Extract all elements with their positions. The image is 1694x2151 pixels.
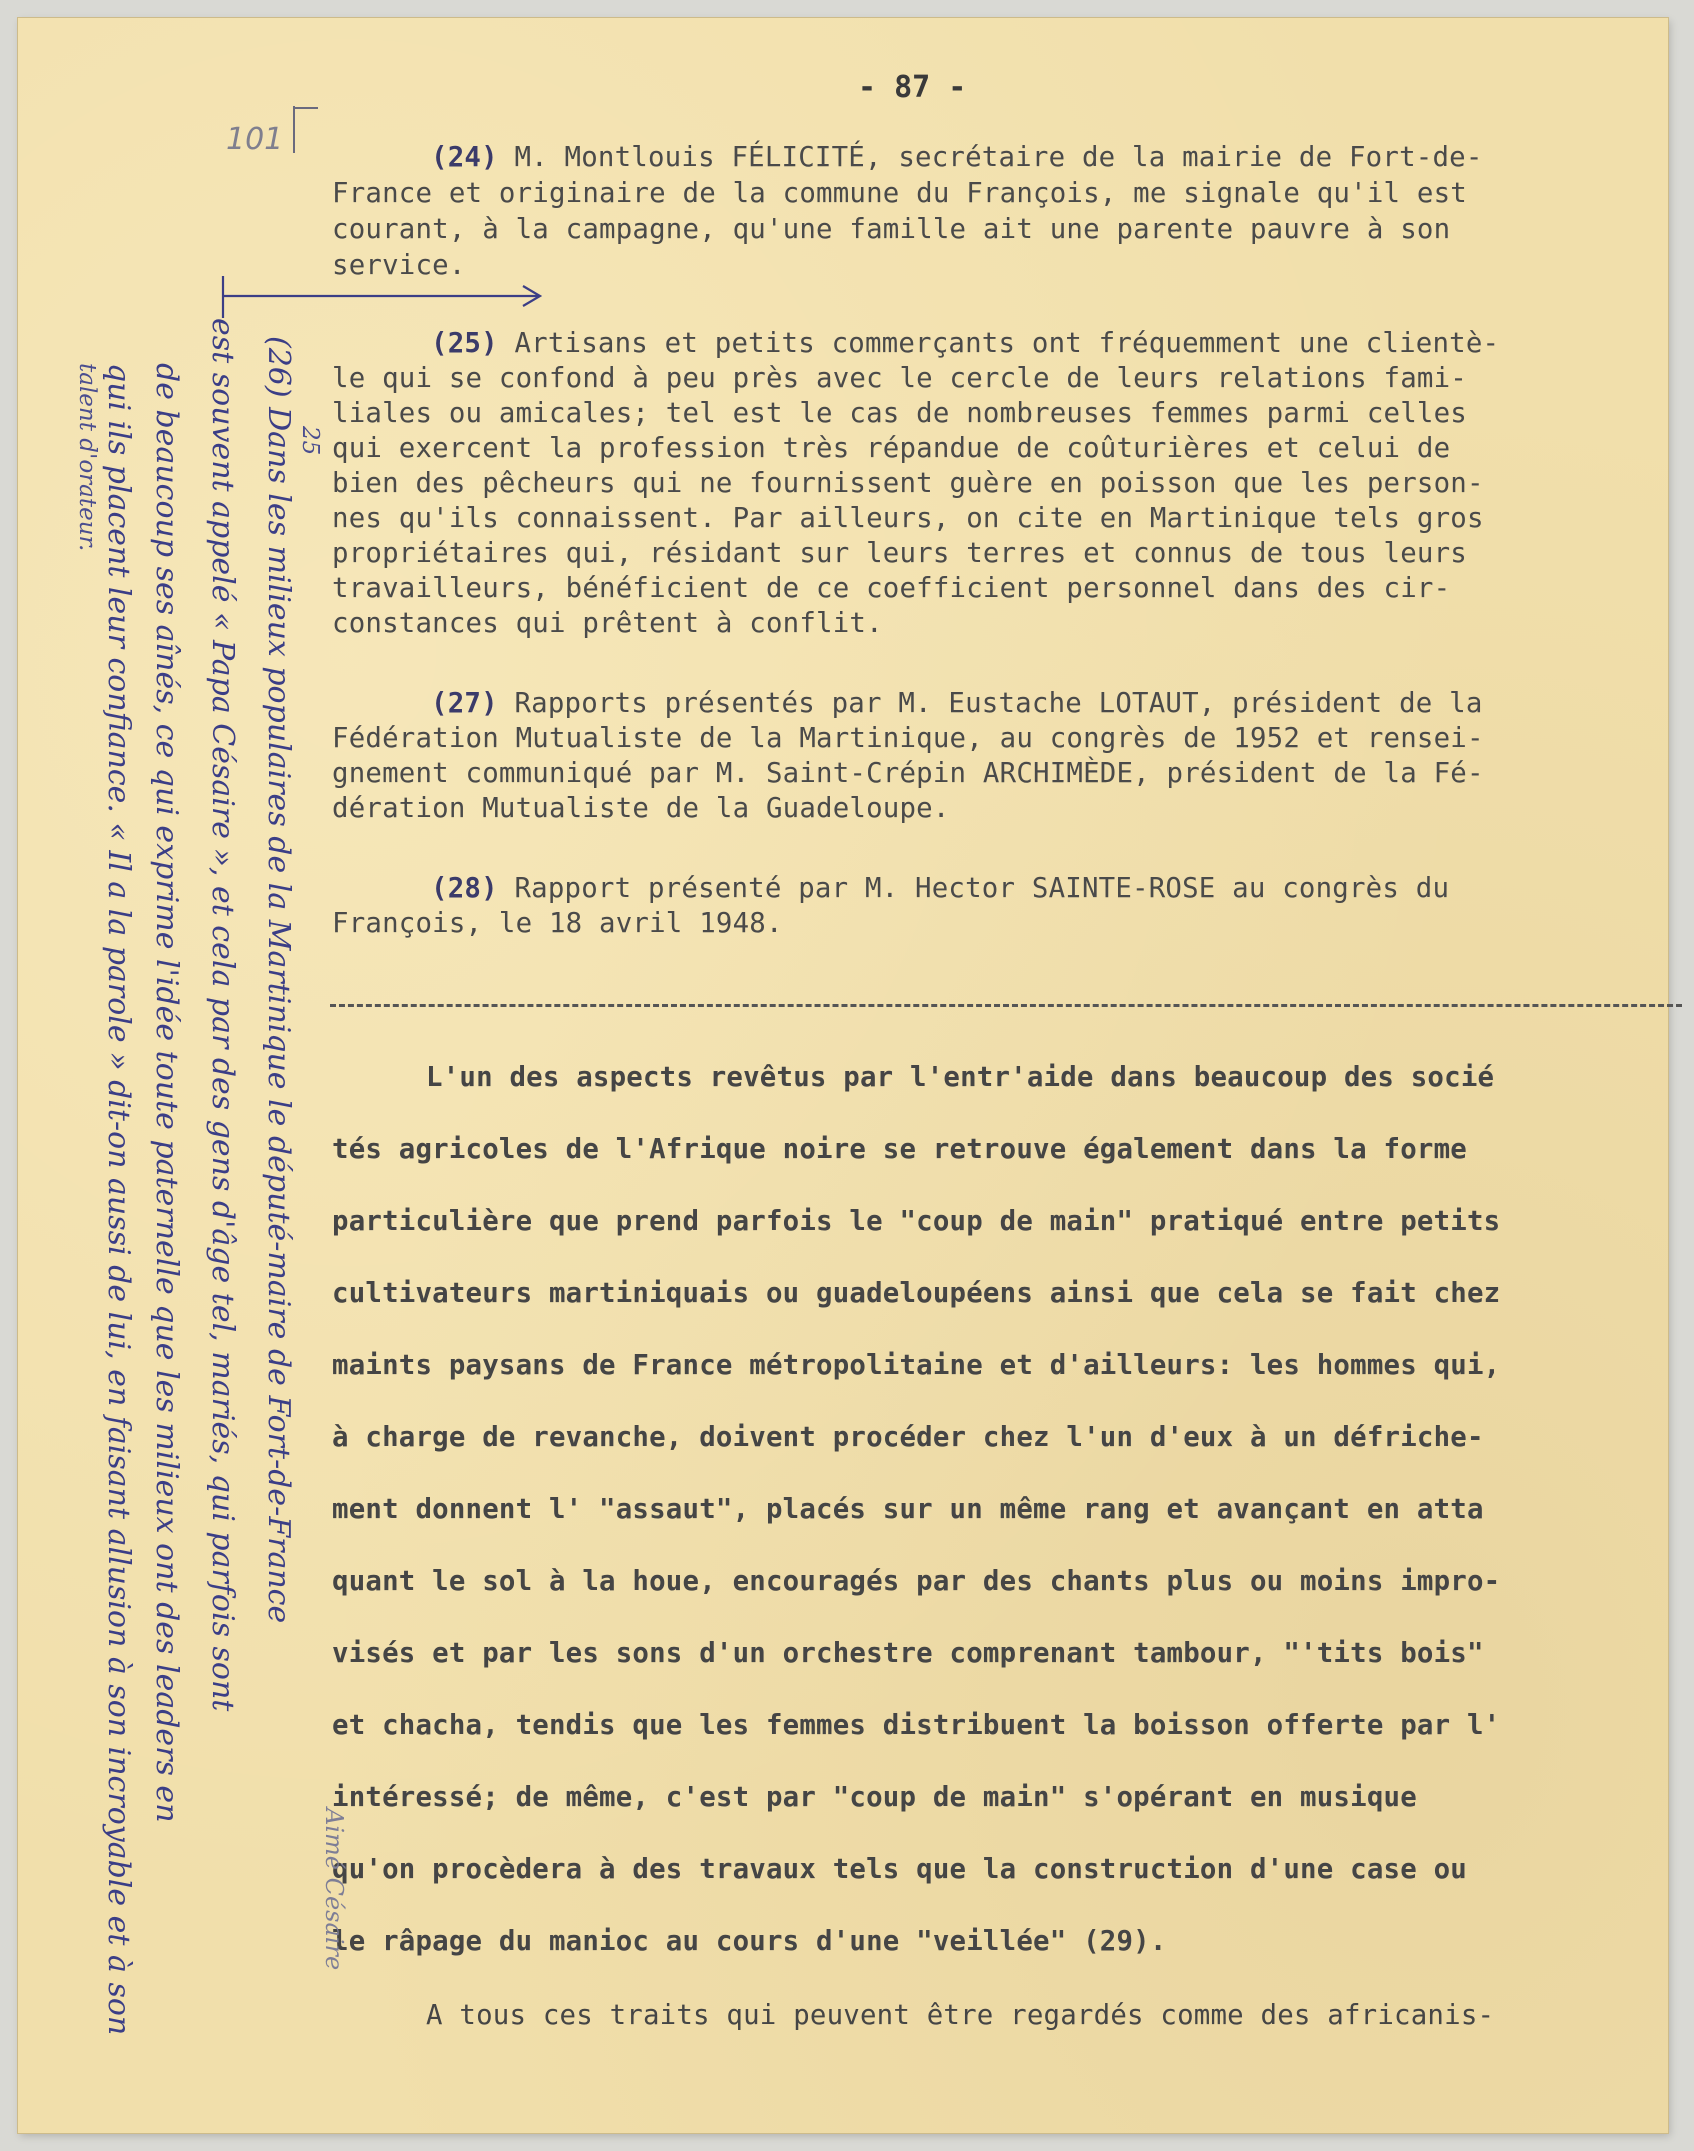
body-line: maints paysans de France métropolitaine et d'ailleurs: les hommes qui, bbox=[332, 1350, 1501, 1381]
footnote-line: travailleurs, bénéficient de ce coefficient personnel dans des cir- bbox=[332, 573, 1451, 604]
footnote-line: Fédération Mutualiste de la Martinique, au congrès de 1952 et rensei- bbox=[332, 723, 1484, 754]
footnote-line: courant, à la campagne, qu'une famille ait une parente pauvre à son bbox=[332, 214, 1451, 245]
margin-page-number: 101 bbox=[226, 122, 284, 157]
footnote-line: service. bbox=[332, 250, 466, 281]
body-line: visés et par les sons d'un orchestre comprenant tambour, "'tits bois" bbox=[332, 1638, 1484, 1669]
footnote-line: France et originaire de la commune du François, me signale qu'il est bbox=[332, 178, 1467, 209]
footnote-line: bien des pêcheurs qui ne fournissent guère en poisson que les person- bbox=[332, 468, 1484, 499]
margin-bracket bbox=[294, 106, 318, 153]
footnote-line: Rapport présenté par M. Hector SAINTE-ROSE au congrès du bbox=[514, 873, 1450, 904]
body-line: qu'on procèdera à des travaux tels que la construction d'une case ou bbox=[332, 1854, 1467, 1885]
footnote-line: M. Montlouis FÉLICITÉ, secrétaire de la mairie de Fort-de- bbox=[514, 142, 1483, 173]
body-line: tés agricoles de l'Afrique noire se retrouve également dans la forme bbox=[332, 1134, 1467, 1165]
body-line: particulière que prend parfois le "coup de main" pratiqué entre petits bbox=[332, 1206, 1501, 1237]
footnote-line: dération Mutualiste de la Guadeloupe. bbox=[332, 793, 950, 824]
body-line-last: A tous ces traits qui peuvent être regardés comme des africanis- bbox=[426, 2000, 1495, 2031]
footnote-number: (28) bbox=[431, 873, 498, 904]
footnote-line: constances qui prêtent à conflit. bbox=[332, 608, 883, 639]
footnote-line: propriétaires qui, résidant sur leurs terres et connus de tous leurs bbox=[332, 538, 1467, 569]
handwritten-insert-number: 25 bbox=[297, 426, 323, 456]
document-page bbox=[18, 18, 1668, 2133]
body-line: ment donnent l' "assaut", placés sur un même rang et avançant en atta bbox=[332, 1494, 1484, 1525]
page-number: - 87 - bbox=[858, 70, 967, 105]
footnote-number: (24) bbox=[431, 142, 498, 173]
footnote-line: gnement communiqué par M. Saint-Crépin ARCHIMÈDE, président de la Fé- bbox=[332, 758, 1484, 789]
footnote-line: Artisans et petits commerçants ont fréquemment une clientè- bbox=[514, 328, 1500, 359]
body-line: L'un des aspects revêtus par l'entr'aide dans beaucoup des socié bbox=[426, 1062, 1495, 1093]
footnote-line: Rapports présentés par M. Eustache LOTAUT, président de la bbox=[514, 688, 1483, 719]
footnote-line: François, le 18 avril 1948. bbox=[332, 908, 783, 939]
body-line: et chacha, tendis que les femmes distribuent la boisson offerte par l' bbox=[332, 1710, 1501, 1741]
handwritten-line: est souvent appelé « Papa Césaire », et cela par des gens d'âge tel, mariés, qui parfois sont bbox=[205, 318, 240, 1712]
separator-line bbox=[330, 1004, 1682, 1007]
handwritten-line: (26) Dans les milieux populaires de la Martinique le député-maire de Fort-de-France bbox=[261, 336, 296, 1624]
body-line: quant le sol à la houe, encouragés par des chants plus ou moins impro- bbox=[332, 1566, 1501, 1597]
body-line: cultivateurs martiniquais ou guadeloupéens ainsi que cela se fait chez bbox=[332, 1278, 1501, 1309]
footnote-line: le qui se confond à peu près avec le cercle de leurs relations fami- bbox=[332, 363, 1467, 394]
footnote-number: (27) bbox=[431, 688, 498, 719]
footnote-number: (25) bbox=[431, 328, 498, 359]
pencil-annotation: Aimé Césaire bbox=[320, 1808, 348, 1971]
handwritten-line: talent d'orateur. bbox=[74, 363, 100, 552]
handwritten-line: de beaucoup ses aînés, ce qui exprime l'idée toute paternelle que les milieux ont des leaders en bbox=[149, 363, 184, 1823]
body-line: le râpage du manioc au cours d'une "veillée" (29). bbox=[332, 1926, 1167, 1957]
body-line: à charge de revanche, doivent procéder chez l'un d'eux à un défriche- bbox=[332, 1422, 1484, 1453]
handwritten-line: qui ils placent leur confiance. « Il a la parole » dit-on aussi de lui, en faisant allusion à son incroyable et à son bbox=[101, 363, 136, 2036]
footnote-line: liales ou amicales; tel est le cas de nombreuses femmes parmi celles bbox=[332, 398, 1467, 429]
footnote-line: nes qu'ils connaissent. Par ailleurs, on cite en Martinique tels gros bbox=[332, 503, 1484, 534]
footnote-line: qui exercent la profession très répandue de coûturières et celui de bbox=[332, 433, 1451, 464]
insertion-arrow bbox=[223, 276, 540, 318]
body-line: intéressé; de même, c'est par "coup de main" s'opérant en musique bbox=[332, 1782, 1417, 1813]
